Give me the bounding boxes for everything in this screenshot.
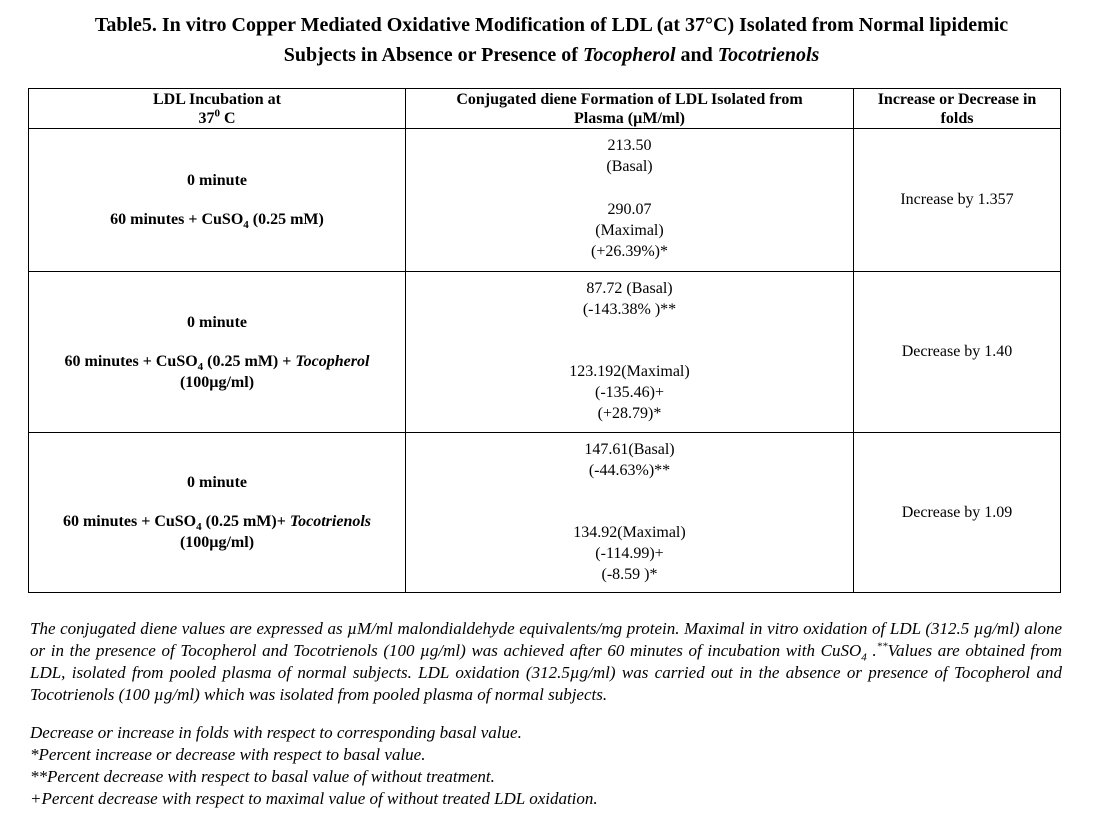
incubation-sixty-minute bbox=[63, 511, 371, 553]
footnote-line-single-asterisk: *Percent increase or decrease with respect to basal value. bbox=[30, 745, 426, 764]
footnote-double-asterisk-superscript: ** bbox=[876, 640, 888, 653]
title-line-1 bbox=[0, 10, 1103, 40]
maximal-value: 290.07 bbox=[607, 201, 652, 218]
title-tocotrienols: Tocotrienols bbox=[717, 44, 820, 66]
incubation-sixty-text: 60 minutes + CuSO bbox=[110, 211, 244, 228]
footnote-list bbox=[30, 722, 1062, 810]
maximal-value: 134.92(Maximal) bbox=[573, 524, 686, 541]
table-row bbox=[29, 129, 1061, 272]
basal-value-block bbox=[606, 135, 652, 177]
folds-value: Decrease by 1.09 bbox=[901, 503, 1013, 521]
footnote-paragraph-text-3: Values are obtained from LDL, isolated from pooled plasma of normal subjects. LDL oxidation (312.5µg/ml) was carried out in the absence or presence of Tocopherol and Tocotrienols (100 µg/ml) which was isolated from pooled plasma of normal subjects. bbox=[30, 641, 1062, 704]
basal-value: 147.61(Basal) bbox=[584, 441, 675, 458]
results-table bbox=[28, 88, 1061, 593]
incubation-sixty-text: 60 minutes + CuSO bbox=[62, 513, 197, 530]
basal-value: 87.72 (Basal) bbox=[586, 280, 673, 297]
basal-label: (Basal) bbox=[606, 158, 653, 175]
header-incubation-line1: LDL Incubation at bbox=[152, 90, 282, 108]
footnote-line-plus: +Percent decrease with respect to maximal value of without treated LDL oxidation. bbox=[30, 789, 598, 808]
header-folds-line1: Increase or Decrease in bbox=[877, 90, 1037, 108]
incubation-sixty-text: 60 minutes + CuSO bbox=[64, 352, 198, 370]
table-row bbox=[29, 272, 1061, 433]
maximal-value-block bbox=[591, 199, 668, 262]
title-tocopherol: Tocopherol bbox=[582, 44, 676, 66]
header-diene-line1: Conjugated diene Formation of LDL Isolated from bbox=[456, 90, 803, 108]
basal-percent: (-143.38% )** bbox=[582, 301, 677, 318]
maximal-value: 123.192(Maximal) bbox=[569, 363, 690, 380]
footnote-cuso4-subscript: 4 bbox=[861, 651, 867, 664]
header-temp-value: 37 bbox=[198, 109, 215, 127]
incubation-concentration: (0.25 mM)+ bbox=[201, 513, 290, 530]
footnote-line-double-asterisk: **Percent decrease with respect to basal value of without treatment. bbox=[30, 767, 495, 786]
incubation-sixty-minute bbox=[110, 209, 324, 230]
maximal-percent-star: (+28.79)* bbox=[597, 405, 662, 422]
cuso4-subscript: 4 bbox=[197, 360, 204, 373]
cell-diene bbox=[406, 433, 854, 593]
cell-folds bbox=[854, 129, 1061, 272]
maximal-percent-star: (-8.59 )* bbox=[601, 566, 658, 583]
basal-percent: (-44.63%)** bbox=[588, 462, 671, 479]
cell-diene bbox=[406, 272, 854, 433]
cell-incubation bbox=[29, 129, 406, 272]
cell-incubation bbox=[29, 433, 406, 593]
maximal-percent: (+26.39%)* bbox=[590, 243, 668, 260]
header-incubation bbox=[29, 89, 406, 129]
cell-incubation bbox=[29, 272, 406, 433]
cell-diene bbox=[406, 129, 854, 272]
cell-folds bbox=[854, 272, 1061, 433]
title-line-2 bbox=[0, 40, 1103, 70]
header-folds bbox=[854, 89, 1061, 129]
basal-value-block bbox=[584, 439, 674, 481]
table-row bbox=[29, 433, 1061, 593]
footnote-paragraph-text-1: The conjugated diene values are expressed as µM/ml malondialdehyde equivalents/mg protein. Maximal in vitro oxidation of LDL (312.5 µg/ml) alone or in the presence of Tocopherol and Tocotrienols (100 µg/ml) was achieved after 60 minutes of incubation with CuSO bbox=[30, 619, 1062, 660]
incubation-dose: (100µg/ml) bbox=[179, 373, 255, 391]
incubation-agent: Tocotrienols bbox=[289, 513, 372, 530]
maximal-value-block bbox=[573, 522, 685, 585]
title-line-2-pre: Subjects in Absence or Presence of bbox=[283, 44, 583, 66]
header-incubation-line2 bbox=[29, 109, 405, 128]
title-line-1-text: Table5. In vitro Copper Mediated Oxidative Modification of LDL (at 37°C) Isolated from Normal lipidemic bbox=[94, 14, 1009, 36]
cuso4-subscript: 4 bbox=[196, 521, 202, 534]
maximal-label: (Maximal) bbox=[595, 222, 664, 239]
page-title bbox=[0, 10, 1103, 70]
incubation-concentration: (0.25 mM) bbox=[248, 211, 324, 228]
header-temp-unit: C bbox=[219, 109, 236, 127]
incubation-sixty-minute bbox=[65, 351, 370, 393]
incubation-zero-minute: 0 minute bbox=[187, 313, 247, 331]
incubation-zero-minute: 0 minute bbox=[187, 474, 247, 491]
maximal-value-block bbox=[569, 361, 689, 424]
title-and: and bbox=[675, 44, 718, 66]
maximal-percent-plus: (-135.46)+ bbox=[594, 384, 664, 401]
header-temp-superscript: 0 bbox=[214, 107, 220, 120]
cell-folds bbox=[854, 433, 1061, 593]
basal-value-block bbox=[583, 278, 676, 320]
incubation-zero-minute: 0 minute bbox=[187, 172, 247, 189]
header-folds-line2: folds bbox=[940, 109, 974, 127]
header-row bbox=[29, 89, 1061, 129]
basal-value: 213.50 bbox=[607, 137, 652, 154]
folds-value: Decrease by 1.40 bbox=[901, 343, 1013, 360]
footnote-line-folds: Decrease or increase in folds with respect to corresponding basal value. bbox=[30, 723, 522, 742]
incubation-concentration: (0.25 mM) + bbox=[203, 352, 296, 370]
header-diene bbox=[406, 89, 854, 129]
header-diene-line2: Plasma (µM/ml) bbox=[574, 109, 685, 127]
folds-value: Increase by 1.357 bbox=[900, 191, 1014, 208]
footnote-paragraph-text-2: . bbox=[866, 641, 877, 660]
incubation-dose: (100µg/ml) bbox=[179, 534, 255, 551]
maximal-percent-plus: (-114.99)+ bbox=[595, 545, 664, 562]
incubation-agent: Tocopherol bbox=[295, 352, 370, 370]
cuso4-subscript: 4 bbox=[243, 219, 249, 232]
footnote-paragraph bbox=[30, 618, 1062, 706]
